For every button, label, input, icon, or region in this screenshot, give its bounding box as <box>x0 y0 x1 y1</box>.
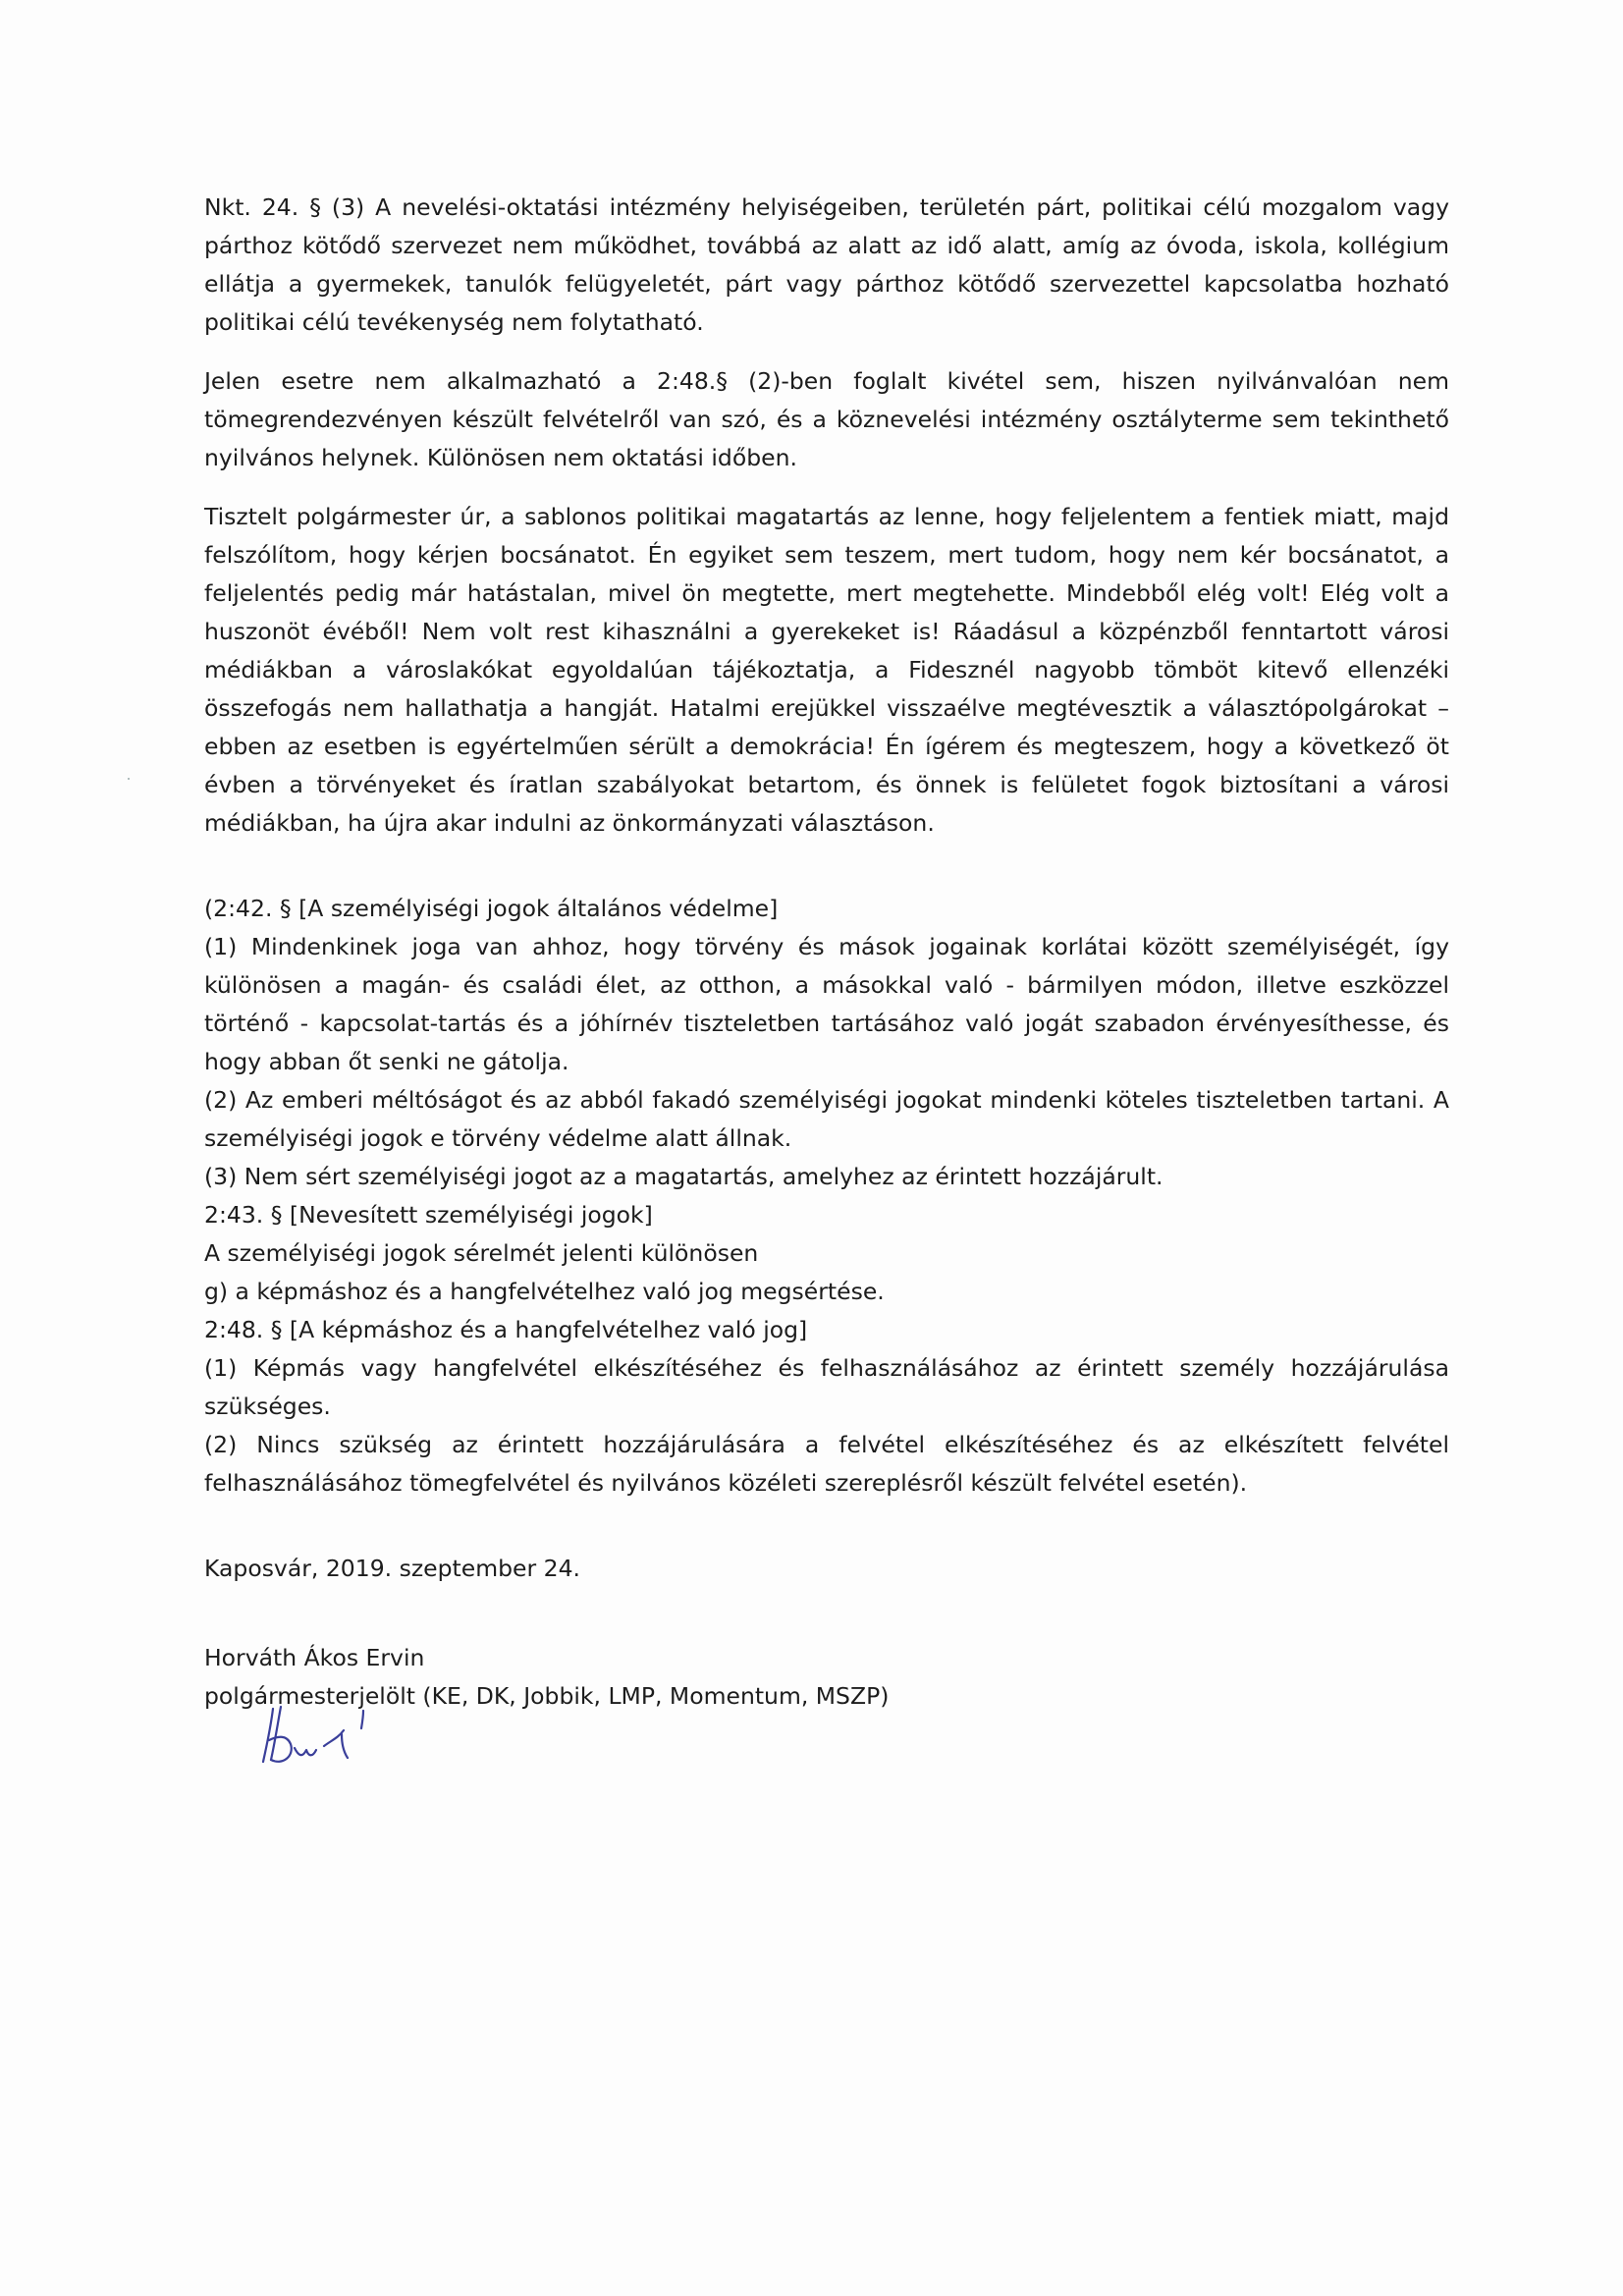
paragraph-address-mayor: Tisztelt polgármester úr, a sablonos politikai magatartás az lenne, hogy feljelentem a fentiek miatt, majd felszólítom, hogy kérjen bocsánatot. Én egyiket sem teszem, mert tudom, hogy nem kér bocsánatot, a feljelentés pedig már hatástalan, mivel ön megtette, mert megtehette. Mindebből elég volt! Elég volt a huszonöt évéből! Nem volt rest kihasználni a gyerekeket is! Ráadásul a közpénzből fenntartott városi médiákban a városlakókat egyoldalúan tájékoztatja, a Fidesznél nagyobb tömböt kitevő ellenzéki összefogás nem hallathatja a hangját. Hatalmi erejükkel visszaélve megtévesztik a választópolgárokat – ebben az esetben is egyértelműen sérült a demokrácia! Én ígérem és megteszem, hogy a következő öt évben a törvényeket és íratlan szabályokat betartom, és önnek is felületet fogok biztosítani a városi médiákban, ha újra akar indulni az önkormányzati választáson. <box>204 503 1449 837</box>
law-2-48-para-2: (2) Nincs szükség az érintett hozzájárulására a felvétel elkészítéséhez és az elkészített felvétel felhasználásához tömegfelvétel és nyilvános közéleti szereplésről készült felvétel esetén). <box>204 1431 1449 1497</box>
letter-body <box>204 189 1449 1716</box>
signer-name: Horváth Ákos Ervin <box>204 1644 425 1671</box>
signer-title: polgármesterjelölt (KE, DK, Jobbik, LMP, Momentum, MSZP) <box>204 1682 890 1710</box>
scan-speck <box>128 778 130 780</box>
law-2-42-para-3: (3) Nem sért személyiségi jogot az a magatartás, amelyhez az érintett hozzájárult. <box>204 1163 1163 1190</box>
law-excerpt <box>204 890 1449 1503</box>
paragraph-exception: Jelen esetre nem alkalmazható a 2:48.§ (2)-ben foglalt kivétel sem, hiszen nyilvánvalóan nem tömegrendezvényen készült felvételről van szó, és a köznevelési intézmény osztályterme sem tekinthető nyilvános helynek. Különösen nem oktatási időben. <box>204 367 1449 471</box>
paragraph-nkt-quote: Nkt. 24. § (3) A nevelési-oktatási intézmény helyiségeiben, területén párt, politikai célú mozgalom vagy párthoz kötődő szervezet nem működhet, továbbá az alatt az idő alatt, amíg az óvoda, iskola, kollégium ellátja a gyermekek, tanulók felügyeletét, párt vagy párthoz kötődő szervezettel kapcsolatba hozható politikai célú tevékenység nem folytatható. <box>204 193 1449 336</box>
handwritten-signature <box>247 1701 414 1779</box>
law-heading-2-48: 2:48. § [A képmáshoz és a hangfelvételhez való jog] <box>204 1316 808 1343</box>
place-and-date: Kaposvár, 2019. szeptember 24. <box>204 1555 580 1582</box>
law-2-43-intro: A személyiségi jogok sérelmét jelenti különösen <box>204 1239 759 1267</box>
law-heading-2-43: 2:43. § [Nevesített személyiségi jogok] <box>204 1201 653 1229</box>
law-2-43-point-g: g) a képmáshoz és a hangfelvételhez való jog megsértése. <box>204 1278 885 1305</box>
law-2-42-para-2: (2) Az emberi méltóságot és az abból fakadó személyiségi jogokat mindenki köteles tiszteletben tartani. A személyiségi jogok e törvény védelme alatt állnak. <box>204 1086 1449 1152</box>
law-2-48-para-1: (1) Képmás vagy hangfelvétel elkészítéséhez és felhasználásához az érintett személy hozzájárulása szükséges. <box>204 1354 1449 1420</box>
law-heading-2-42: (2:42. § [A személyiségi jogok általános védelme] <box>204 895 779 922</box>
law-2-42-para-1: (1) Mindenkinek joga van ahhoz, hogy törvény és mások jogainak korlátai között személyiségét, így különösen a magán- és családi élet, az otthon, a másokkal való - bármilyen módon, illetve eszközzel történő - kapcsolat-tartás és a jóhírnév tiszteletben tartásához való jogát szabadon érvényesíthesse, és hogy abban őt senki ne gátolja. <box>204 933 1449 1075</box>
